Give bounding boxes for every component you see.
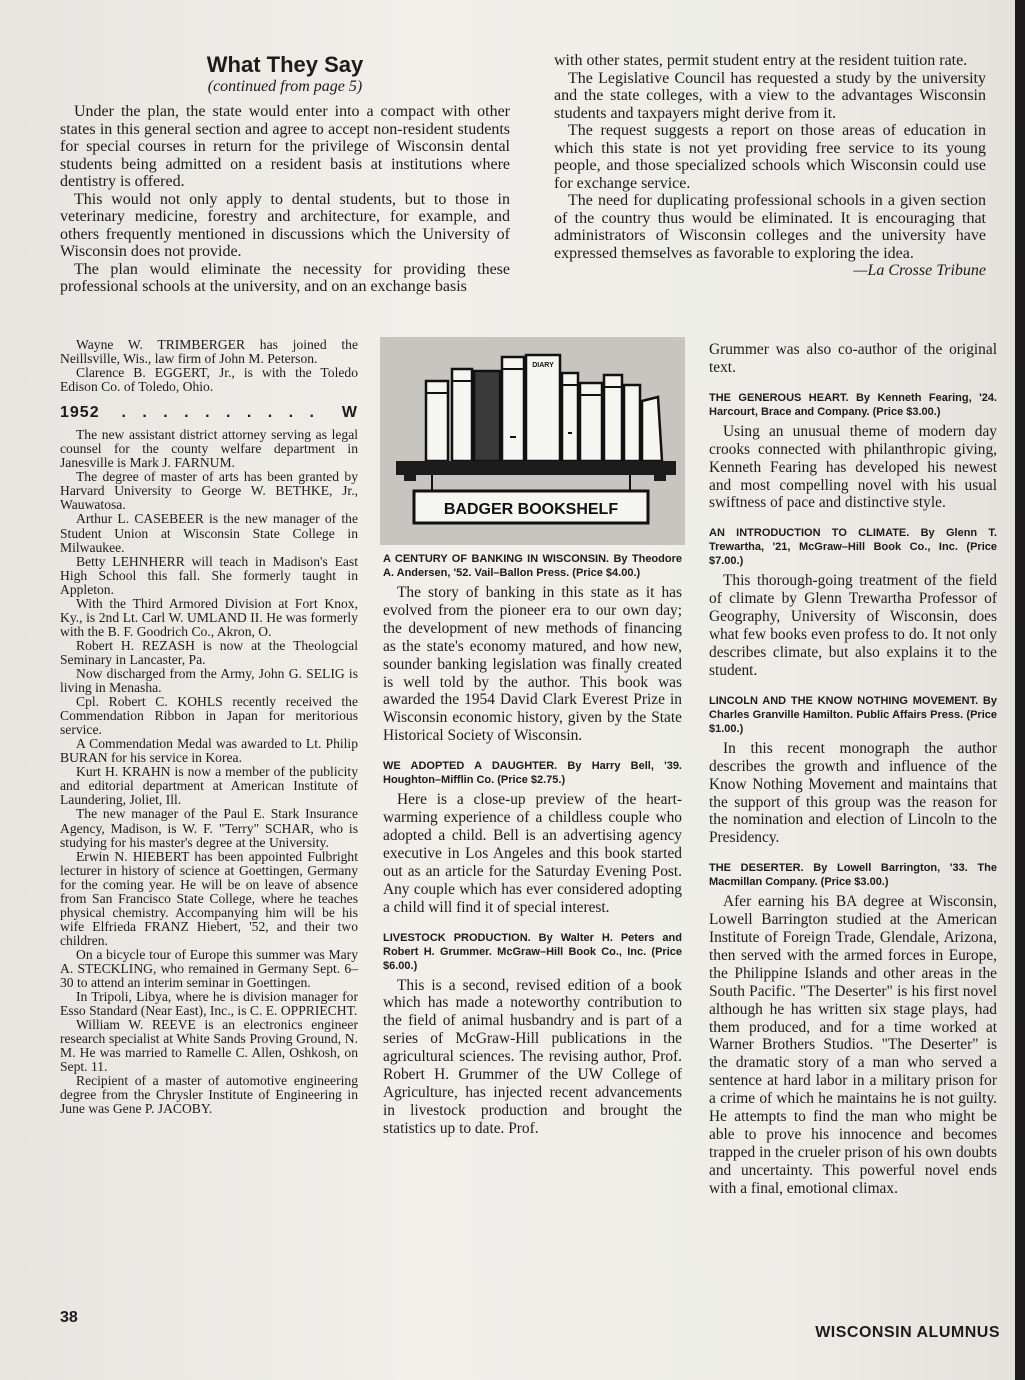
shelf-board [396, 461, 676, 475]
editorial-right [554, 52, 986, 280]
review-heading: THE GENEROUS HEART. By Kenneth Fearing, '24. Harcourt, Brace and Company. (Price $3.00.) [709, 391, 997, 418]
alumni-note: Erwin N. HIEBERT has been appointed Fulbright lecturer in history of science at Goettingen, Germany for the coming year. He will be on leave of absence from San Francisco State College, where he teaches physical chemistry. Accompanying him will be his wife Elfrieda FRANZ Hiebert, '52, and their two children. [60, 848, 358, 948]
book-spine [624, 385, 640, 461]
review-body: This thorough-going treatment of the field of climate by Glenn Trewartha Professor of Geography, University of Wisconsin, does what few books even profess to do. It not only describes climate, but also explains it to the student. [709, 572, 997, 679]
alumni-note: William W. REEVE is an electronics engineer research specialist at White Sands Proving Ground, N. M. He was married to Ramelle C. Allen, Oshkosh, on Sept. 11. [60, 1017, 358, 1075]
review-body: Here is a close-up preview of the heart-warming experience of a childless couple who adopted a child. Bell is an advertising agency executive in Los Angeles and this book started out as an article for the Saturday Evening Post. Any couple which has ever considered adopting a child will find it of special interest. [383, 791, 682, 916]
book-review [383, 552, 682, 745]
bookshelf-sign-text: BADGER BOOKSHELF [443, 501, 619, 518]
book-reviews-right [709, 341, 997, 1212]
alumni-note: Now discharged from the Army, John G. SELIG is living in Menasha. [60, 665, 358, 696]
alumni-note: In Tripoli, Libya, where he is division manager for Esso Standard (Near East), Inc., is C. E. OPPRIECHT. [60, 989, 358, 1019]
alumni-note: Kurt H. KRAHN is now a member of the publicity and editorial department at American Institute of Laundering, Joliet, Ill. [60, 764, 358, 808]
page-number: 38 [60, 1309, 78, 1326]
class-heading [60, 404, 358, 422]
review-heading: WE ADOPTED A DAUGHTER. By Harry Bell, '39. Houghton–Mifflin Co. (Price $2.75.) [383, 760, 682, 787]
editorial-paragraph: This would not only apply to dental students, but to those in veterinary medicine, forestry and architecture, for example, and others frequently mentioned in discussions which the University of Wisconsin does not provide. [60, 190, 510, 260]
editorial-paragraph: The Legislative Council has requested a study by the university and the state colleges, with a view to the advantages Wisconsin students and taxpayers might derive from it. [554, 69, 986, 122]
review-body: In this recent monograph the author describes the growth and influence of the Know Nothing Movement and maintains that the support of this group was the reason for the nomination and election of Lincoln to the Presidency. [709, 739, 997, 847]
alumni-note: The new assistant district attorney serving as legal counsel for the county welfare department in Janesville is Mark J. FARNUM. [60, 427, 358, 471]
badger-bookshelf-illustration [380, 337, 685, 545]
alumni-note: Arthur L. CASEBEER is the new manager of the Student Union at Wisconsin State College in Milwaukee. [60, 511, 358, 555]
editorial-paragraph: The need for duplicating professional schools in a given section of the country thus would be eliminated. It is encouraging that administrators of Wisconsin colleges and the university have expressed themselves as favorable to exploring the idea. [554, 192, 986, 262]
alumni-note: The degree of master of arts has been granted by Harvard University to George W. BETHKE, Jr., Wauwatosa. [60, 469, 358, 513]
review-heading: THE DESERTER. By Lowell Barrington, '33. The Macmillan Company. (Price $3.00.) [709, 862, 997, 889]
book-spine-label: DIARY [532, 362, 554, 369]
class-year: 1952 [60, 404, 100, 422]
section-subtitle: (continued from page 5) [207, 78, 363, 95]
editorial-paragraph: with other states, permit student entry at the resident tuition rate. [554, 52, 968, 69]
book-review [709, 391, 997, 513]
book-spine [562, 373, 578, 461]
alumni-note: The new manager of the Paul E. Stark Insurance Agency, Madison, is W. F. "Terry" SCHAR, who is studying for his master's degree at the University. [60, 806, 358, 850]
editorial-paragraph: The request suggests a report on those areas of education in which this state is not yet providing free service to its young people, and those specialized schools which Wisconsin could use for exchange service. [554, 122, 986, 192]
review-heading: A CENTURY OF BANKING IN WISCONSIN. By Theodore A. Andersen, '52. Vail–Ballon Press. (Price $4.00.) [383, 553, 682, 579]
editorial-left [60, 103, 510, 296]
book-reviews-middle [383, 552, 682, 1152]
review-heading: LINCOLN AND THE KNOW NOTHING MOVEMENT. By Charles Granville Hamilton. Public Affairs Press. (Price $1.00.) [709, 694, 997, 735]
book-spine [502, 357, 524, 461]
leaning-book [642, 397, 662, 461]
book-spine [526, 355, 560, 461]
editorial-paragraph: The plan would eliminate the necessity for providing these professional schools at the university, and on an exchange basis [60, 260, 510, 295]
alumni-note: Robert H. REZASH is now at the Theologcial Seminary in Lancaster, Pa. [60, 637, 358, 667]
alumni-note: Cpl. Robert C. KOHLS recently received the Commendation Ribbon in Japan for meritorious service. [60, 694, 358, 738]
page-edge-shadow [1015, 0, 1025, 1380]
alumni-note: Wayne W. TRIMBERGER has joined the Neillsville, Wis., law firm of John M. Peterson. [60, 337, 358, 367]
review-body: Using an unusual theme of modern day crooks connected with philanthropic giving, Kenneth Fearing has developed his newest and most compelling novel with his usual swiftness of pace and distinctive style. [709, 422, 997, 512]
alumni-note: Recipient of a master of automotive engineering degree from the Chrysler Institute of Engineering in June was Gene P. JACOBY. [60, 1073, 358, 1117]
alumni-note: With the Third Armored Division at Fort Knox, Ky., is 2nd Lt. Carl W. UMLAND II. He was formerly with the B. F. Goodrich Co., Akron, O. [60, 595, 358, 639]
review-body: This is a second, revised edition of a book which has made a noteworthy contribution to the field of animal husbandry and is part of a series of McGraw-Hill publications in the agricultural sciences. The revising author, Prof. Robert H. Grummer of the UW College of Agriculture, has injected recent advancements in livestock production and brought the statistics up to date. Prof. [383, 976, 682, 1137]
review-heading: AN INTRODUCTION TO CLIMATE. By Glenn T. Trewartha, '21, McGraw–Hill Book Co., Inc. (Price $7.00.) [709, 527, 997, 568]
alumni-note: On a bicycle tour of Europe this summer was Mary A. STECKLING, who remained in Germany Sept. 6–30 to attend an interim seminar in Goettingen. [60, 946, 358, 991]
review-body: Afer earning his BA degree at Wisconsin, Lowell Barrington studied at the American Institute of Foreign Trade, Glendale, Arizona, then served with the armed forces in Europe, the Philippine Islands and other areas in the South Pacific. "The Deserter" is his first novel although he has written six stage plays, had them produced, and for a time worked at Warner Brothers Studios. "The Deserter" is the dramatic story of a man who served a sentence at hard labor in a military prison for a crime of which he maintains he is not guilty. He attempts to find the man who might be able to prove his innocence and becomes trapped in the crueler prison of his own doubts and uncertainty. This powerful novel ends with a final, emotional climax. [709, 893, 997, 1197]
review-body: The story of banking in this state as it has evolved from the pioneer era to our own day; the development of new methods of financing as the state's economy matured, and how new, sounder banking legislation was finally created is well told by the author. This book was awarded the 1954 David Clark Everest Prize in Wisconsin economic history, given by the State Historical Society of Wisconsin. [383, 584, 682, 745]
alumni-note: A Commendation Medal was awarded to Lt. Philip BURAN for his service in Korea. [60, 736, 358, 766]
magazine-footer: WISCONSIN ALUMNUS [815, 1324, 1000, 1341]
review-heading: LIVESTOCK PRODUCTION. By Walter H. Peters and Robert H. Grummer. McGraw–Hill Book Co., Inc. (Price $6.00.) [383, 931, 682, 972]
alumni-notes-column [60, 338, 358, 1116]
book-review [709, 694, 997, 847]
book-review [709, 526, 997, 679]
review-continuation: Grummer was also co-author of the original text. [709, 341, 997, 376]
bookshelf-drawing [380, 337, 685, 545]
editorial-paragraph: Under the plan, the state would enter into a compact with other states in this general section and agree to accept non-resident students for special courses in return for the privilege of Wisconsin dental students being admitted on a resident basis at institutions where dentistry is offered. [60, 103, 510, 190]
section-title: What They Say [206, 52, 364, 77]
editorial-attribution: —La Crosse Tribune [853, 262, 986, 279]
book-review [383, 931, 682, 1138]
book-review [709, 861, 997, 1197]
alumni-note: Betty LEHNHERR will teach in Madison's East High School this fall. She formerly taught in Appleton. [60, 553, 358, 597]
book-spine [474, 371, 500, 461]
class-letter: W [341, 404, 358, 422]
class-dots: . . . . . . . . . . [121, 404, 320, 422]
book-spine [452, 369, 472, 461]
book-review [383, 759, 682, 916]
alumni-note: Clarence B. EGGERT, Jr., is with the Toledo Edison Co. of Toledo, Ohio. [60, 365, 358, 395]
